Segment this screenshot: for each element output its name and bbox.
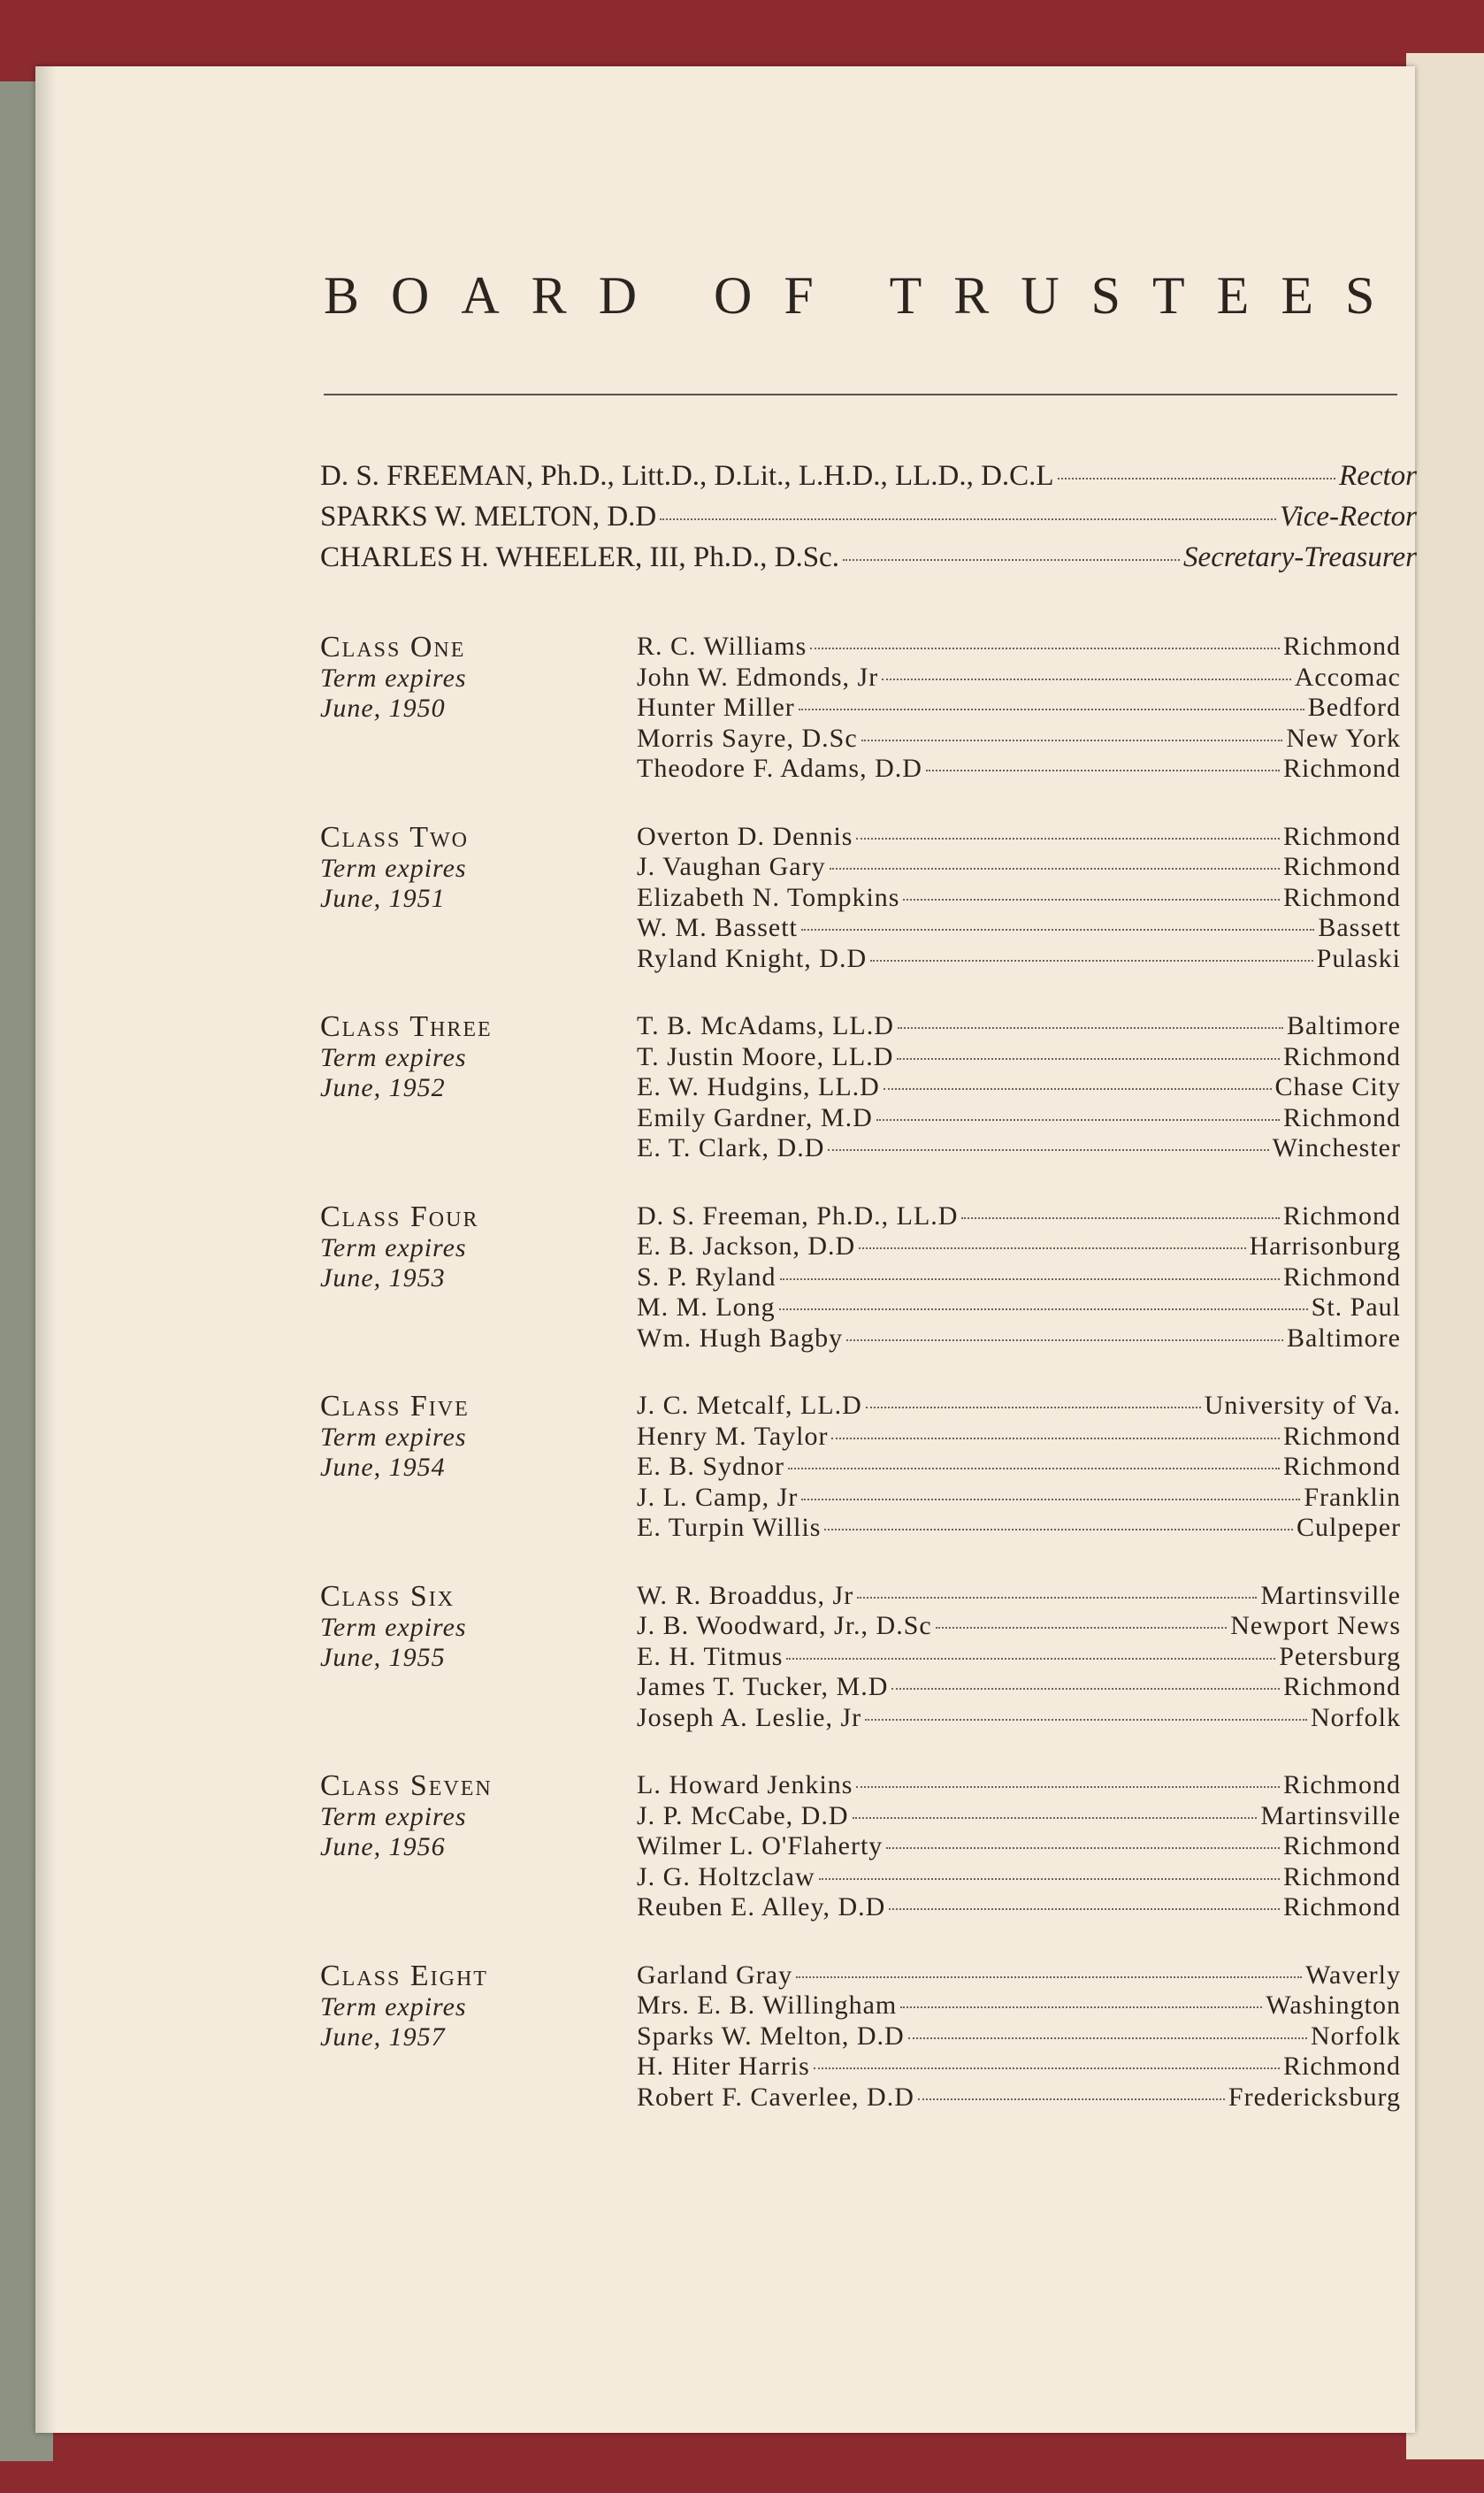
class-label <box>320 1391 585 1483</box>
class-term-date: June, 1951 <box>320 883 446 913</box>
member-name: Mrs. E. B. Willingham <box>637 1991 898 2020</box>
member-name: D. S. Freeman, Ph.D., LL.D <box>637 1200 959 1231</box>
leader-dots <box>870 960 1313 962</box>
leader-dots <box>788 1468 1280 1469</box>
leader-dots <box>814 2067 1280 2069</box>
member-row <box>637 1293 1401 1323</box>
member-row <box>637 1703 1401 1734</box>
class-name: Class Seven <box>320 1769 493 1802</box>
leader-dots <box>903 899 1280 901</box>
member-row <box>637 2021 1401 2052</box>
member-name: W. M. Bassett <box>637 913 798 942</box>
class-name: Class Eight <box>320 1959 488 1992</box>
member-place: St. Paul <box>1311 1293 1401 1322</box>
member-place: Norfolk <box>1311 2021 1401 2051</box>
officer-name: SPARKS W. MELTON, D.D <box>320 501 657 533</box>
member-name: L. Howard Jenkins <box>637 1770 853 1799</box>
member-name: Joseph A. Leslie, Jr <box>637 1702 862 1732</box>
class-term-date: June, 1957 <box>320 2021 446 2052</box>
member-row <box>637 944 1401 975</box>
member-row <box>637 1770 1401 1801</box>
member-name: Wm. Hugh Bagby <box>637 1323 844 1353</box>
member-name: E. Turpin Willis <box>637 1513 822 1542</box>
member-place: New York <box>1286 723 1401 753</box>
member-row <box>637 822 1401 853</box>
leader-dots <box>866 1407 1201 1408</box>
member-row <box>637 1513 1401 1544</box>
member-place: Richmond <box>1283 1770 1401 1799</box>
member-row <box>637 632 1401 663</box>
member-name: Garland Gray <box>637 1960 793 1990</box>
member-name: T. Justin Moore, LL.D <box>637 1041 894 1071</box>
member-place: Petersburg <box>1279 1641 1401 1671</box>
leader-dots <box>926 770 1280 771</box>
member-name: E. B. Sydnor <box>637 1452 785 1481</box>
member-row <box>637 2052 1401 2083</box>
officer-role: Rector <box>1339 460 1417 492</box>
officer-row-rector <box>320 460 1417 501</box>
leader-dots <box>918 2098 1225 2100</box>
leader-dots <box>900 2006 1262 2008</box>
leader-dots <box>891 1688 1280 1690</box>
class-name: Class Two <box>320 820 470 854</box>
member-name: J. Vaughan Gary <box>637 852 826 881</box>
member-name: J. C. Metcalf, LL.D <box>637 1391 862 1420</box>
member-list <box>637 1960 1401 2113</box>
member-row <box>637 913 1401 944</box>
member-name: Henry M. Taylor <box>637 1421 829 1451</box>
member-place: Chase City <box>1274 1072 1401 1101</box>
member-row <box>637 1642 1401 1673</box>
leader-dots <box>843 559 1180 561</box>
member-row <box>637 2083 1401 2113</box>
leader-dots <box>897 1058 1280 1060</box>
class-name: Class Three <box>320 1010 493 1043</box>
member-name: H. Hiter Harris <box>637 2052 810 2081</box>
member-list <box>637 1770 1401 1923</box>
member-row <box>637 1452 1401 1483</box>
member-place: Richmond <box>1283 754 1401 783</box>
leader-dots <box>936 1627 1228 1629</box>
member-name: T. B. McAdams, LL.D <box>637 1011 894 1040</box>
leader-dots <box>853 1817 1258 1819</box>
member-row <box>637 1262 1401 1293</box>
leader-dots <box>1058 478 1335 479</box>
member-name: R. C. Williams <box>637 632 807 661</box>
class-label <box>320 1960 585 2052</box>
leader-dots <box>861 740 1283 741</box>
member-row <box>637 1862 1401 1893</box>
leader-dots <box>859 1247 1245 1249</box>
member-name: J. B. Woodward, Jr., D.Sc <box>637 1611 932 1640</box>
member-name: J. P. McCabe, D.D <box>637 1800 849 1830</box>
leader-dots <box>786 1658 1275 1660</box>
class-label <box>320 632 585 724</box>
member-name: Reuben E. Alley, D.D <box>637 1892 886 1922</box>
class-label <box>320 1201 585 1293</box>
member-name: J. G. Holtzclaw <box>637 1861 815 1891</box>
member-row <box>637 852 1401 883</box>
member-name: W. R. Broaddus, Jr <box>637 1580 854 1610</box>
member-place: Waverly <box>1305 1960 1401 1990</box>
class-term-label: Term expires <box>320 1232 467 1262</box>
member-place: Martinsville <box>1260 1800 1401 1830</box>
member-list <box>637 1391 1401 1544</box>
member-place: Richmond <box>1283 852 1401 881</box>
member-name: M. M. Long <box>637 1293 776 1322</box>
member-place: Baltimore <box>1287 1011 1401 1040</box>
class-term-date: June, 1956 <box>320 1832 446 1861</box>
leader-dots <box>898 1027 1283 1029</box>
member-name: Robert F. Caverlee, D.D <box>637 2082 914 2112</box>
leader-dots <box>856 838 1280 840</box>
member-row <box>637 883 1401 914</box>
member-place: Richmond <box>1283 1200 1401 1231</box>
leader-dots <box>824 1529 1293 1530</box>
leader-dots <box>801 929 1314 931</box>
class-term-date: June, 1955 <box>320 1642 446 1672</box>
title-rule <box>324 394 1397 395</box>
class-term-label: Term expires <box>320 1612 467 1642</box>
member-place: Richmond <box>1283 1262 1401 1292</box>
leader-dots <box>810 648 1280 649</box>
class-term-label: Term expires <box>320 853 467 883</box>
class-term-label: Term expires <box>320 1991 467 2021</box>
leader-dots <box>828 1149 1268 1151</box>
leader-dots <box>801 1499 1300 1500</box>
class-term-label: Term expires <box>320 1802 467 1831</box>
member-place: Richmond <box>1283 1421 1401 1451</box>
leader-dots <box>908 2037 1307 2039</box>
member-place: Bassett <box>1318 913 1401 942</box>
page-title: BOARD OF TRUSTEES <box>324 266 1407 325</box>
leader-dots <box>886 1847 1280 1849</box>
member-name: Emily Gardner, M.D <box>637 1102 873 1132</box>
member-name: John W. Edmonds, Jr <box>637 662 879 692</box>
member-list <box>637 632 1401 785</box>
member-row <box>637 1422 1401 1453</box>
leader-dots <box>882 679 1291 680</box>
officer-row-vice-rector <box>320 501 1417 541</box>
member-place: Richmond <box>1283 632 1401 661</box>
member-place: Franklin <box>1304 1482 1401 1512</box>
class-term-label: Term expires <box>320 1043 467 1072</box>
class-term-date: June, 1952 <box>320 1073 446 1102</box>
member-place: Norfolk <box>1311 1702 1401 1732</box>
member-place: Richmond <box>1283 821 1401 851</box>
member-place: Richmond <box>1283 1892 1401 1922</box>
member-place: Richmond <box>1283 1102 1401 1132</box>
class-term-label: Term expires <box>320 664 467 693</box>
member-place: Bedford <box>1307 693 1401 722</box>
leader-dots <box>819 1878 1280 1880</box>
class-term-label: Term expires <box>320 1423 467 1452</box>
member-list <box>637 1201 1401 1354</box>
class-label <box>320 822 585 914</box>
member-row <box>637 1892 1401 1923</box>
page-gutter-shadow <box>35 66 57 2433</box>
member-row <box>637 693 1401 724</box>
member-name: E. B. Jackson, D.D <box>637 1231 856 1261</box>
class-label <box>320 1770 585 1862</box>
class-name: Class Five <box>320 1390 470 1423</box>
class-name: Class Six <box>320 1579 455 1613</box>
member-place: Winchester <box>1272 1133 1401 1162</box>
member-row <box>637 1483 1401 1514</box>
member-place: Culpeper <box>1297 1513 1401 1542</box>
leader-dots <box>961 1217 1280 1219</box>
leader-dots <box>889 1908 1280 1910</box>
officer-row-secretary-treasurer <box>320 541 1417 582</box>
member-name: Sparks W. Melton, D.D <box>637 2021 905 2051</box>
leader-dots <box>846 1339 1283 1341</box>
member-place: Richmond <box>1283 882 1401 912</box>
member-row <box>637 1231 1401 1262</box>
leader-dots <box>830 868 1280 870</box>
member-place: Richmond <box>1283 1831 1401 1860</box>
member-row <box>637 1103 1401 1134</box>
member-place: Pulaski <box>1316 943 1401 973</box>
member-place: Newport News <box>1230 1611 1401 1640</box>
officer-role: Secretary-Treasurer <box>1183 541 1417 573</box>
leader-dots <box>796 1976 1302 1978</box>
member-name: Elizabeth N. Tompkins <box>637 882 900 912</box>
leader-dots <box>876 1119 1280 1121</box>
member-place: Martinsville <box>1260 1580 1401 1610</box>
leader-dots <box>884 1088 1272 1090</box>
member-place: Baltimore <box>1287 1323 1401 1353</box>
member-place: Richmond <box>1283 2052 1401 2081</box>
member-place: Richmond <box>1283 1861 1401 1891</box>
member-row <box>637 1611 1401 1642</box>
class-term-date: June, 1954 <box>320 1453 446 1482</box>
member-name: Hunter Miller <box>637 693 795 722</box>
member-place: Washington <box>1266 1991 1401 2020</box>
class-name: Class Four <box>320 1200 479 1233</box>
member-row <box>637 1323 1401 1354</box>
member-name: Overton D. Dennis <box>637 821 853 851</box>
member-name: James T. Tucker, M.D <box>637 1672 889 1701</box>
leader-dots <box>865 1719 1307 1721</box>
member-row <box>637 1991 1401 2021</box>
member-row <box>637 663 1401 694</box>
leader-dots <box>799 709 1304 710</box>
member-row <box>637 754 1401 785</box>
member-name: Ryland Knight, D.D <box>637 943 868 973</box>
member-list <box>637 822 1401 975</box>
leader-dots <box>856 1786 1280 1788</box>
officer-name: CHARLES H. WHEELER, III, Ph.D., D.Sc. <box>320 541 839 573</box>
leader-dots <box>857 1597 1257 1599</box>
leader-dots <box>780 1278 1280 1280</box>
officer-name: D. S. FREEMAN, Ph.D., Litt.D., D.Lit., L.H.D., LL.D., D.C.L <box>320 460 1054 492</box>
class-name: Class One <box>320 631 466 664</box>
leader-dots <box>660 518 1276 520</box>
member-name: Theodore F. Adams, D.D <box>637 754 922 783</box>
leader-dots <box>779 1308 1308 1310</box>
member-name: E. H. Titmus <box>637 1641 784 1671</box>
class-label <box>320 1011 585 1103</box>
member-name: S. P. Ryland <box>637 1262 776 1292</box>
member-list <box>637 1011 1401 1164</box>
member-row <box>637 1133 1401 1164</box>
member-row <box>637 724 1401 755</box>
member-name: J. L. Camp, Jr <box>637 1482 799 1512</box>
member-place: Fredericksburg <box>1228 2082 1401 2112</box>
member-row <box>637 1201 1401 1232</box>
class-term-date: June, 1950 <box>320 694 446 723</box>
class-term-date: June, 1953 <box>320 1262 446 1293</box>
member-row <box>637 1042 1401 1073</box>
member-row <box>637 1672 1401 1703</box>
member-place: Richmond <box>1283 1672 1401 1701</box>
member-place: Harrisonburg <box>1249 1231 1401 1261</box>
member-row <box>637 1960 1401 1991</box>
member-row <box>637 1831 1401 1862</box>
member-row <box>637 1801 1401 1832</box>
member-name: E. W. Hudgins, LL.D <box>637 1072 880 1101</box>
member-name: E. T. Clark, D.D <box>637 1133 825 1162</box>
member-place: Accomac <box>1294 662 1401 692</box>
member-place: Richmond <box>1283 1452 1401 1481</box>
officer-role: Vice-Rector <box>1279 501 1417 533</box>
member-row <box>637 1011 1401 1042</box>
next-page-edge <box>1406 53 1484 2459</box>
member-list <box>637 1581 1401 1734</box>
member-place: University of Va. <box>1204 1391 1401 1420</box>
member-place: Richmond <box>1283 1041 1401 1071</box>
member-row <box>637 1391 1401 1422</box>
leader-dots <box>831 1438 1280 1439</box>
member-name: Wilmer L. O'Flaherty <box>637 1831 884 1860</box>
member-row <box>637 1581 1401 1612</box>
member-row <box>637 1072 1401 1103</box>
class-label <box>320 1581 585 1673</box>
member-name: Morris Sayre, D.Sc <box>637 723 858 753</box>
